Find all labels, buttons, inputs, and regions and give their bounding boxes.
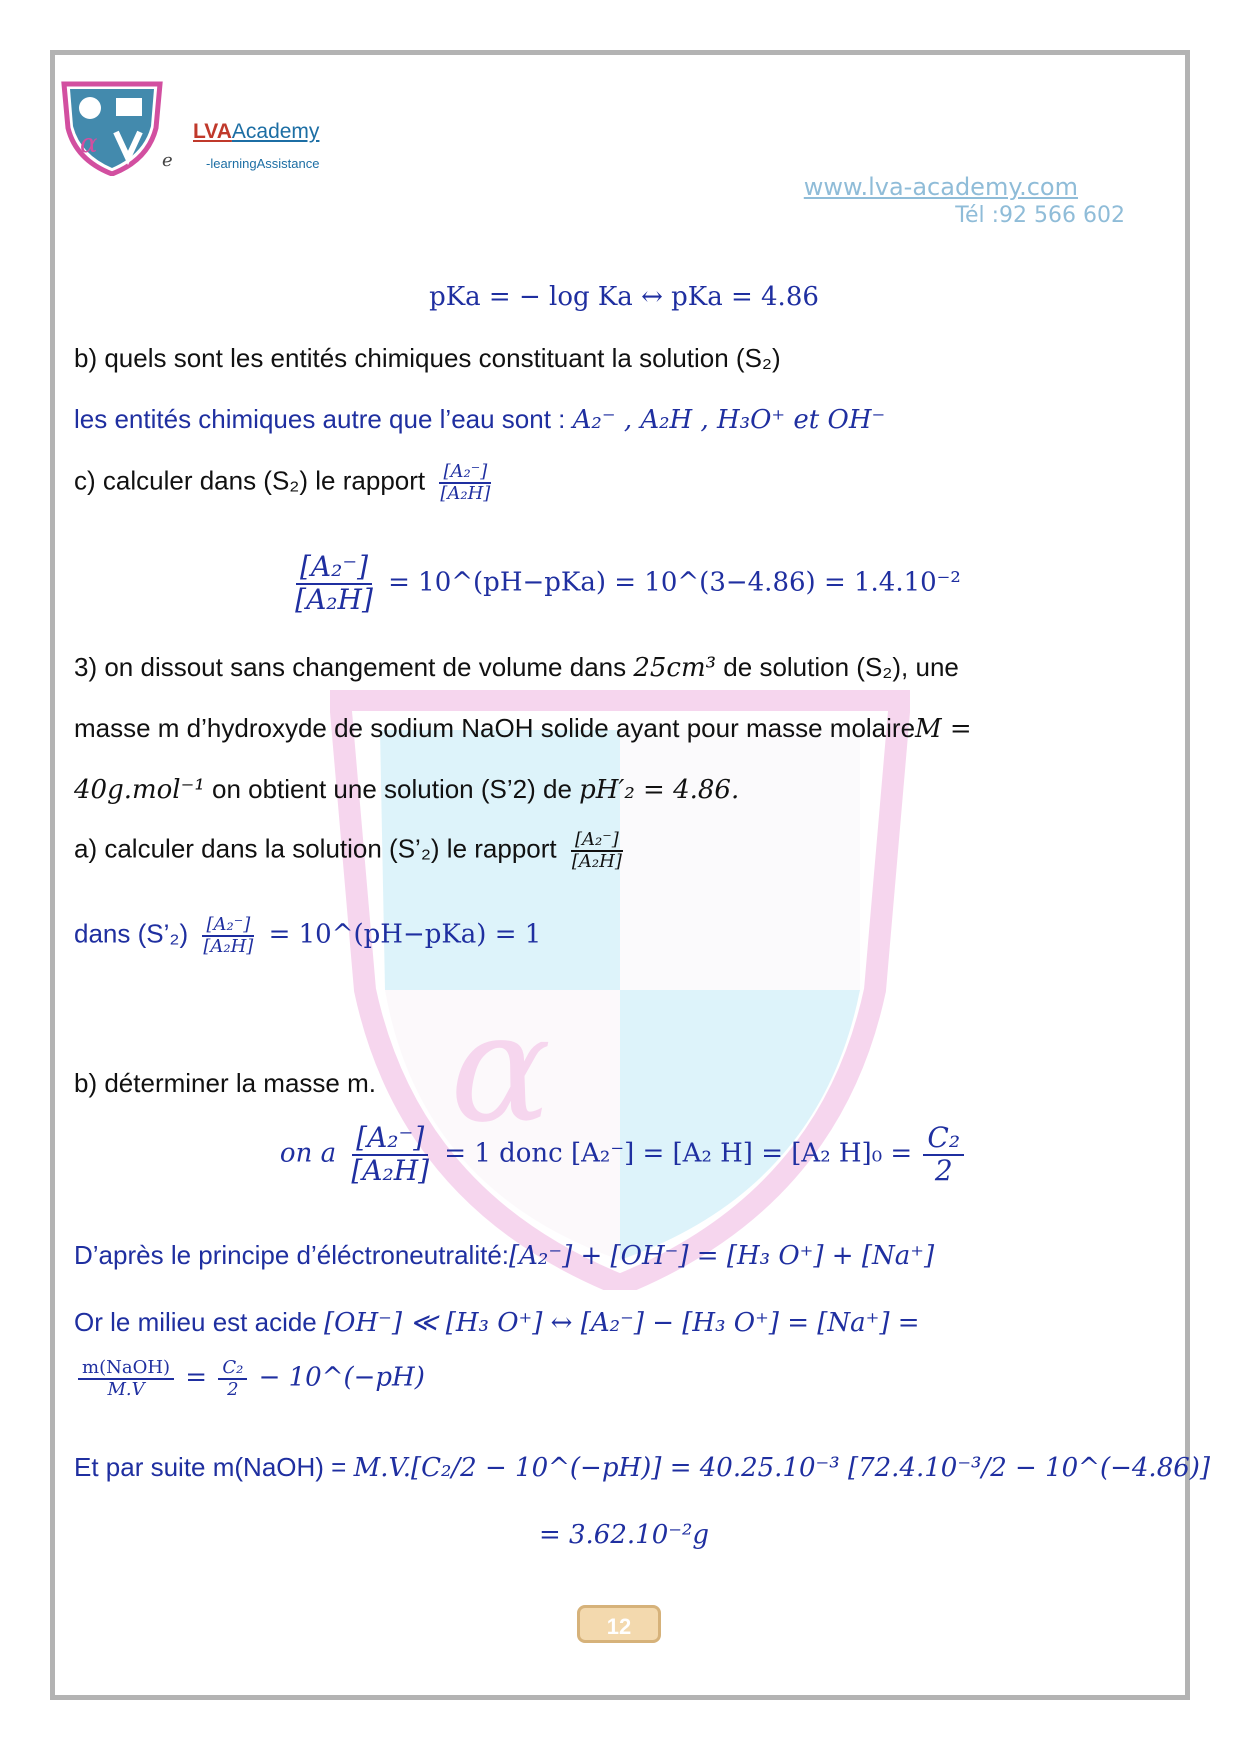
- final-result: = 3.62.10⁻²g: [538, 1520, 710, 1550]
- question-b: b) quels sont les entités chimiques constituant la solution (S₂): [74, 343, 781, 373]
- question-3a: a) calculer dans la solution (S’₂) le rapport $\frac{\text{[A₂⁻]}}{\text{[A₂H]}}$: [74, 829, 622, 872]
- brand-name: LVAAcademy: [193, 120, 320, 143]
- electroneutrality-line: D’après le principe d’éléctroneutralité:[A₂⁻] + [OH⁻] = [H₃ O⁺] + [Na⁺]: [74, 1240, 935, 1271]
- pka-formula: pKa = − log Ka ↔ pKa = 4.86: [429, 282, 819, 312]
- question-3-line3: 40g.mol⁻¹ on obtient une solution (S’2) de pH′₂ = 4.86.: [74, 774, 740, 805]
- question-3-line2: masse m d’hydroxyde de sodium NaOH solide ayant pour masse molaireM =: [74, 713, 972, 744]
- answer-3b: on a $\frac{\text{[A₂⁻]}}{\text{[A₂H]}}$ = 1 donc [A₂⁻] = [A₂ H] = [A₂ H]₀ = $\frac{\text{C₂}}{2}$: [74, 1123, 1174, 1187]
- svg-text:α: α: [450, 982, 552, 1156]
- tagline-e: e: [162, 150, 173, 171]
- answer-3a: dans (S’₂) $\frac{\text{[A₂⁻]}}{\text{[A₂H]}}$ = 10^(pH−pKa) = 1: [74, 914, 542, 957]
- lva-academy-logo: [58, 80, 166, 176]
- mass-expression-line: $\frac{\text{m(NaOH)}}{M.V}$ = $\frac{\text{C₂}}{2}$ − 10^(−pH): [74, 1358, 425, 1400]
- final-mass-line: Et par suite m(NaOH) = M.V.[C₂/2 − 10^(−pH)] = 40.25.10⁻³ [72.4.10⁻³/2 − 10^(−4.86)]: [74, 1452, 1211, 1483]
- answer-b: les entités chimiques autre que l’eau sont : A₂⁻ , A₂H , H₃O⁺ et OH⁻: [74, 404, 886, 435]
- tagline: -learningAssistance: [206, 156, 320, 171]
- ratio-fraction: $\frac{\text{[A₂⁻]}}{\text{[A₂H]}}$: [440, 461, 491, 504]
- question-c: c) calculer dans (S₂) le rapport $\frac{\text{[A₂⁻]}}{\text{[A₂H]}}$: [74, 462, 498, 504]
- svg-text:α: α: [80, 129, 98, 159]
- question-3-line1: 3) on dissout sans changement de volume dans 25cm³ de solution (S₂), une: [74, 652, 959, 683]
- phone-number: Tél :92 566 602: [955, 203, 1125, 228]
- page-number: 12: [577, 1605, 661, 1643]
- acid-medium-line: Or le milieu est acide [OH⁻] ≪ [H₃ O⁺] ↔ [A₂⁻] − [H₃ O⁺] = [Na⁺] =: [74, 1307, 920, 1338]
- website-link[interactable]: www.lva-academy.com: [803, 173, 1078, 201]
- question-3b: b) déterminer la masse m.: [74, 1068, 376, 1098]
- answer-c: $\frac{\text{[A₂⁻]}}{\text{[A₂H]}}$ = 10^(pH−pKa) = 10^(3−4.86) = 1.4.10⁻²: [295, 550, 961, 616]
